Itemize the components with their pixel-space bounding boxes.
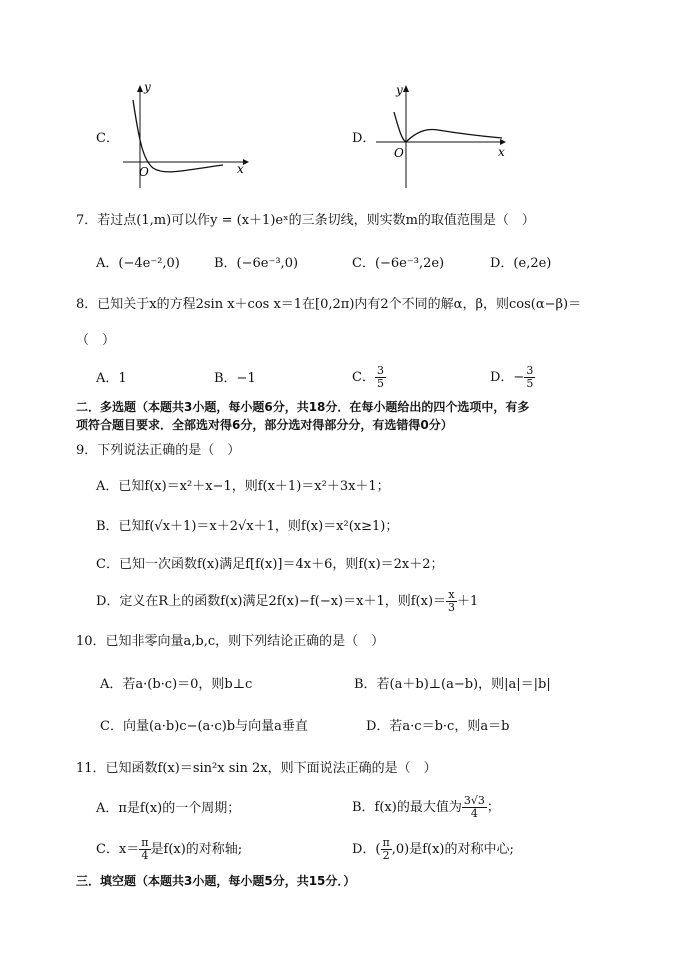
q11-option-d: D．( $\frac{\pi}{2}$ ,0)是f(x)的对称中心; <box>352 836 514 862</box>
q11-option-d-fraction: $\frac{\pi}{2}$ <box>382 836 390 862</box>
q9-option-c: C．已知一次函数f(x)满足f[f(x)]＝4x＋6，则f(x)＝2x＋2； <box>96 557 444 572</box>
q11-option-b-fraction: $\frac{3√3}{4}$ <box>463 794 485 820</box>
q9-option-a: A．已知f(x)＝x²＋x−1，则f(x＋1)＝x²＋3x＋1； <box>96 479 390 494</box>
graph-c-option-label: C． <box>96 131 119 146</box>
graph-d-origin-label: O <box>394 146 404 160</box>
q7-option-d: D．(e,2e) <box>490 256 552 271</box>
q8-option-c: C． $\frac{3}{5}$ <box>352 364 384 390</box>
graph-c-y-label: y <box>144 80 151 94</box>
q7-option-a: A．(−4e⁻²,0) <box>96 256 180 271</box>
q8-option-d-fraction: $\frac{3}{5}$ <box>526 364 534 390</box>
q8-option-c-fraction: $\frac{3}{5}$ <box>376 364 384 390</box>
q11-option-c-fraction: $\frac{\pi}{4}$ <box>141 836 149 862</box>
q11-option-c: C．x＝ $\frac{\pi}{4}$ 是f(x)的对称轴; <box>96 836 243 862</box>
q11-option-b: B．f(x)的最大值为 $\frac{3√3}{4}$ ； <box>352 794 500 820</box>
q10-option-d: D．若a·c＝b·c，则a＝b <box>366 719 510 734</box>
graph-d-option-label: D． <box>352 131 376 146</box>
q9-option-d: D．定义在R上的函数f(x)满足2f(x)−f(−x)＝x＋1，则f(x)＝ $\frac{x}{3}$ ＋1 <box>96 588 479 614</box>
q8-paren: （ ） <box>76 333 116 348</box>
q10-option-a: A．若a·(b·c)＝0，则b⊥c <box>100 677 253 692</box>
q7-option-b: B．(−6e⁻³,0) <box>214 256 299 271</box>
q10-stem: 10．已知非零向量a,b,c，则下列结论正确的是（ ） <box>76 634 385 649</box>
section3-heading: 三．填空题（本题共3小题，每小题5分，共15分．） <box>76 874 356 888</box>
q10-option-b: B．若(a＋b)⊥(a−b)，则|a|＝|b| <box>354 677 551 692</box>
q8-stem: 8．已知关于x的方程2sin x＋cos x＝1在[0,2π)内有2个不同的解α，β，则cos(α−β)＝ <box>76 297 582 312</box>
q9-stem: 9．下列说法正确的是（ ） <box>76 443 241 458</box>
section2-heading-line2: 项符合题目要求．全部选对得6分，部分选对得部分分，有选错得0分） <box>76 418 453 432</box>
q9-option-b: B．已知f(√x＋1)＝x＋2√x＋1，则f(x)＝x²(x≥1)； <box>96 519 399 534</box>
section2-heading-line1: 二．多选题（本题共3小题，每小题6分，共18分．在每小题给出的四个选项中，有多 <box>76 400 530 414</box>
q11-option-a: A．π是f(x)的一个周期； <box>96 801 241 816</box>
graph-d <box>372 80 512 190</box>
graph-c <box>115 80 255 190</box>
q9-option-d-fraction: $\frac{x}{3}$ <box>448 588 456 614</box>
q7-stem: 7．若过点(1,m)可以作y = (x＋1)eˣ的三条切线，则实数m的取值范围是（ ） <box>76 213 535 228</box>
q10-option-c: C．向量(a·b)c−(a·c)b与向量a垂直 <box>100 719 308 734</box>
graph-c-x-label: x <box>237 162 244 176</box>
graph-c-origin-label: O <box>139 165 149 179</box>
q8-option-a: A．1 <box>96 371 127 386</box>
graph-d-x-label: x <box>498 145 505 159</box>
q11-stem: 11．已知函数f(x)＝sin²x sin 2x，则下面说法正确的是（ ） <box>76 761 437 776</box>
q8-option-b: B．−1 <box>214 371 256 386</box>
q8-option-d: D．− $\frac{3}{5}$ <box>490 364 534 390</box>
q7-option-c: C．(−6e⁻³,2e) <box>352 256 445 271</box>
graph-d-y-label: y <box>396 83 403 97</box>
